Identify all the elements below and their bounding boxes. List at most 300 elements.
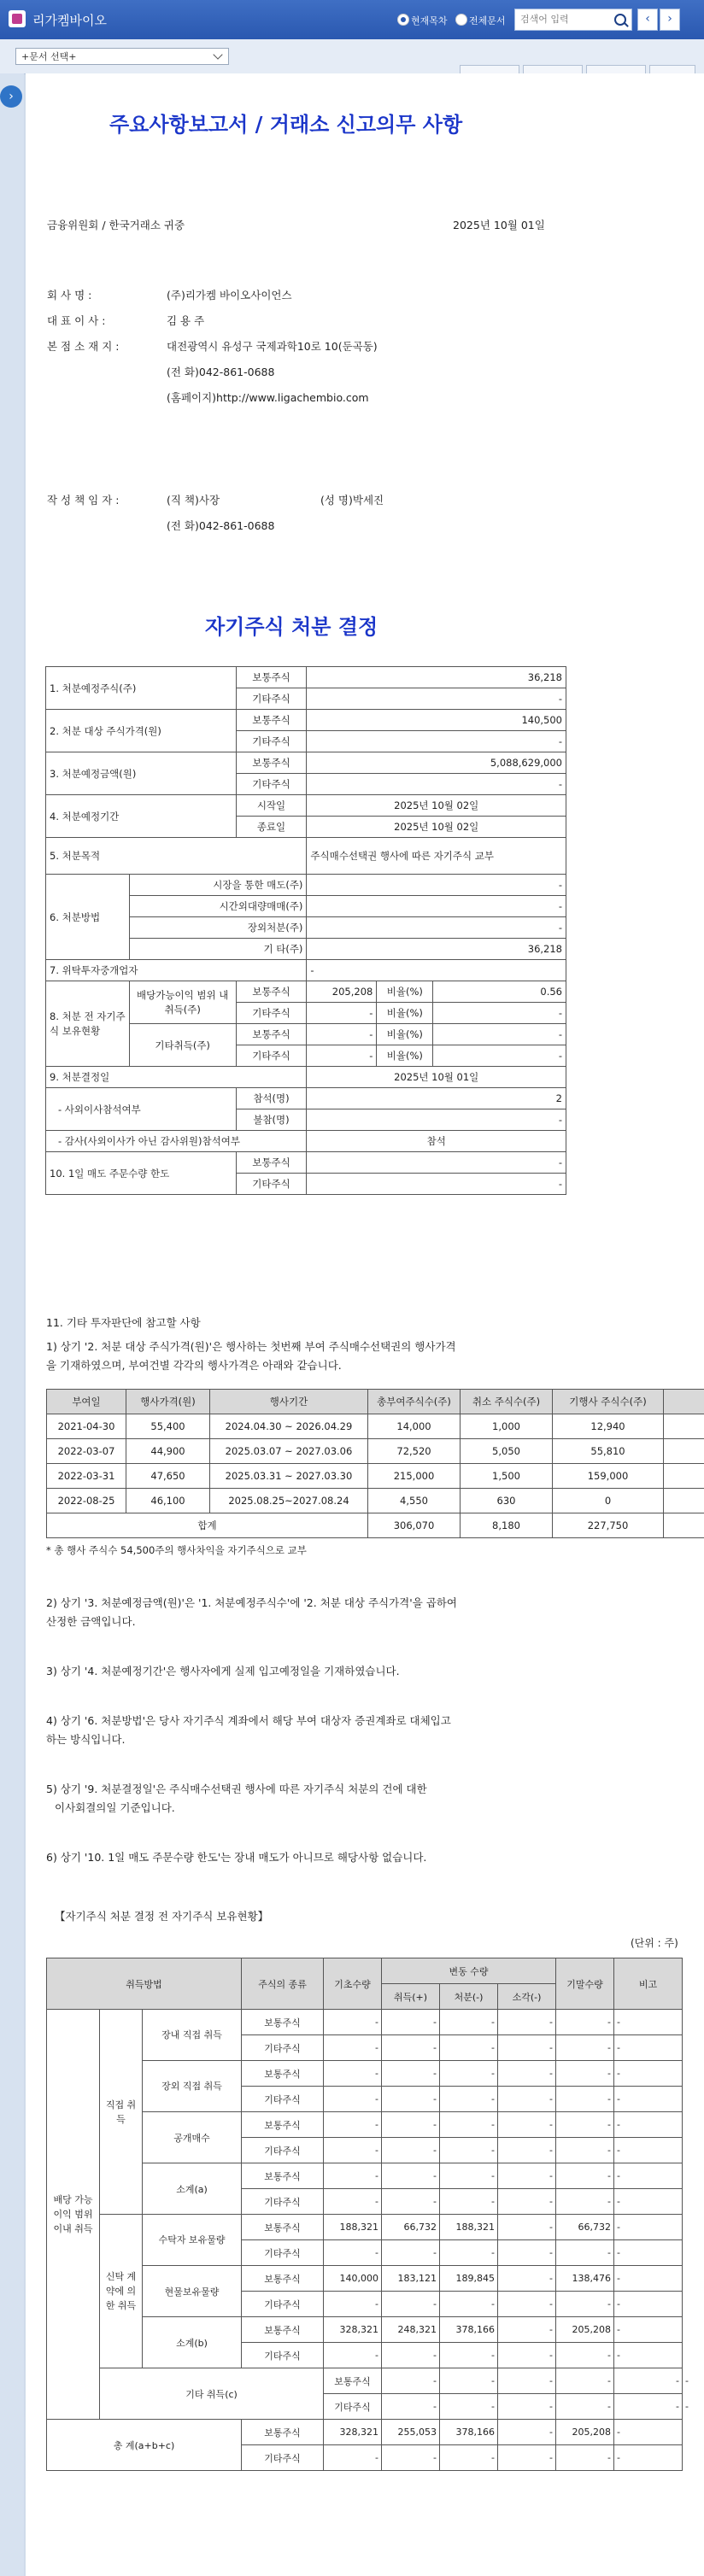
cell: 2022-03-31 bbox=[47, 1464, 126, 1489]
cell: - bbox=[382, 2087, 440, 2112]
document-select[interactable] bbox=[15, 48, 229, 65]
cell: 4,550 bbox=[368, 1489, 461, 1513]
row6-d-value: 36,218 bbox=[307, 939, 566, 960]
manager-phone: (전 화)042-861-0688 bbox=[167, 519, 275, 532]
cell: - bbox=[440, 2189, 498, 2215]
row6-c-label: 장외처분(주) bbox=[129, 917, 307, 939]
row3-label: 3. 처분예정금액(원) bbox=[46, 752, 237, 795]
table-row bbox=[47, 2215, 683, 2240]
search-icon[interactable] bbox=[614, 14, 626, 26]
company-value: (주)리가켐 바이오사이언스 bbox=[167, 289, 292, 302]
ratio-label: 비율(%) bbox=[377, 1024, 433, 1045]
cell-kind: 보통주식 bbox=[242, 2420, 324, 2445]
cell-kind: 기타주식 bbox=[242, 2035, 324, 2061]
document-select-value: +문서 선택+ bbox=[21, 51, 77, 62]
addressee: 금융위원회 / 한국거래소 귀중 bbox=[47, 219, 185, 231]
top-bar bbox=[0, 0, 704, 39]
row7-label: 7. 위탁투자중개업자 bbox=[46, 960, 307, 981]
cell: 55,810 bbox=[553, 1439, 664, 1464]
company-label: 회 사 명 : bbox=[47, 289, 92, 302]
end-value: 2025년 10월 02일 bbox=[307, 817, 566, 838]
row8-b-common: - bbox=[307, 1024, 377, 1045]
total-cancelled: 8,180 bbox=[461, 1513, 553, 1538]
row10-other: - bbox=[307, 1174, 566, 1195]
cell: 72,520 bbox=[368, 1439, 461, 1464]
cell: - bbox=[440, 2112, 498, 2138]
cell: 66,732 bbox=[382, 2215, 440, 2240]
holding-unit: (단위 : 주) bbox=[631, 1937, 678, 1949]
footnote: * 총 행사 주식수 54,500주의 행사차익을 자기주식으로 교부 bbox=[46, 1544, 307, 1556]
cell: - bbox=[382, 2138, 440, 2163]
cell: - bbox=[440, 2035, 498, 2061]
cell: - bbox=[440, 2087, 498, 2112]
cell: 2025.08.25~2027.08.24 bbox=[210, 1489, 368, 1513]
cell-kind: 기타주식 bbox=[242, 2292, 324, 2317]
cell: - bbox=[556, 2138, 614, 2163]
cell: - bbox=[614, 2010, 683, 2035]
cell bbox=[664, 1489, 704, 1513]
ceo-label: 대 표 이 사 : bbox=[47, 314, 106, 327]
cell bbox=[664, 1414, 704, 1439]
row6-label: 6. 처분방법 bbox=[46, 875, 130, 960]
cell: - bbox=[382, 2189, 440, 2215]
cell-kind: 기타주식 bbox=[236, 688, 307, 710]
cell: 183,121 bbox=[382, 2266, 440, 2292]
cell: - bbox=[614, 2266, 683, 2292]
row8-b-common-ratio: - bbox=[433, 1024, 566, 1045]
cell-kind: 기타주식 bbox=[236, 1174, 307, 1195]
table-header-row bbox=[47, 1958, 683, 1984]
method-total: 총 계(a+b+c) bbox=[47, 2420, 242, 2471]
row6-a-value: - bbox=[307, 875, 566, 896]
report-date: 2025년 10월 01일 bbox=[453, 219, 545, 231]
row8-a-label: 배당가능이익 범위 내 취득(주) bbox=[129, 981, 236, 1024]
cell-kind: 보통주식 bbox=[236, 667, 307, 688]
note4-line2: 하는 방식입니다. bbox=[46, 1733, 126, 1746]
cell: - bbox=[440, 2343, 498, 2368]
cell: 205,208 bbox=[556, 2420, 614, 2445]
cell-kind: 보통주식 bbox=[242, 2163, 324, 2189]
cell: - bbox=[556, 2368, 614, 2394]
row8-label: 8. 처분 전 자기주식 보유현황 bbox=[46, 981, 130, 1067]
note6: 6) 상기 '10. 1일 매도 주문수량 한도'는 장내 매도가 아니므로 해당사항 없습니다. bbox=[46, 1851, 427, 1864]
method-subtotal-a: 소계(a) bbox=[143, 2163, 242, 2215]
header-begin: 기초수량 bbox=[324, 1958, 382, 2010]
audit-label: - 감사(사외이사가 아닌 감사위원)참석여부 bbox=[46, 1131, 307, 1152]
table-row bbox=[46, 875, 566, 896]
cell: - bbox=[556, 2445, 614, 2471]
left-strip bbox=[0, 73, 24, 2576]
cell: - bbox=[324, 2087, 382, 2112]
table-row bbox=[47, 2163, 683, 2189]
cell: 378,166 bbox=[440, 2420, 498, 2445]
cell: - bbox=[324, 2163, 382, 2189]
ratio-label: 비율(%) bbox=[377, 981, 433, 1003]
cell: 2021-04-30 bbox=[47, 1414, 126, 1439]
cell: - bbox=[498, 2087, 556, 2112]
cell: 44,900 bbox=[126, 1439, 210, 1464]
cell: - bbox=[556, 2035, 614, 2061]
holding-title: 【자기주식 처분 결정 전 자기주식 보유현황】 bbox=[55, 1910, 269, 1923]
manager-name: (성 명)박세진 bbox=[320, 494, 384, 506]
row10-label: 10. 1일 매도 주문수량 한도 bbox=[46, 1152, 237, 1195]
cell-kind: 기타주식 bbox=[242, 2087, 324, 2112]
cell-kind: 보통주식 bbox=[242, 2061, 324, 2087]
cell: - bbox=[614, 2292, 683, 2317]
table-row bbox=[47, 1464, 704, 1489]
next-button[interactable]: › bbox=[660, 9, 680, 31]
table-row bbox=[46, 981, 566, 1003]
cell: - bbox=[556, 2163, 614, 2189]
cell-kind: 보통주식 bbox=[236, 710, 307, 731]
cell: - bbox=[382, 2112, 440, 2138]
note2-line1: 2) 상기 '3. 처분예정금액(원)'은 '1. 처분예정주식수'에 '2. 처분 대상 주식가격'을 곱하여 bbox=[46, 1596, 457, 1609]
note3: 3) 상기 '4. 처분예정기간'은 행사자에게 실제 입고예정일을 기재하였습니다. bbox=[46, 1665, 400, 1677]
table-row bbox=[47, 2010, 683, 2035]
cell: 47,650 bbox=[126, 1464, 210, 1489]
header-exercise-period: 행사기간 bbox=[210, 1390, 368, 1414]
header-cancelled: 취소 주식수(주) bbox=[461, 1390, 553, 1414]
report-title: 주요사항보고서 / 거래소 신고의무 사항 bbox=[109, 112, 463, 137]
header-method: 취득방법 bbox=[47, 1958, 242, 2010]
total-label: 합계 bbox=[47, 1513, 368, 1538]
cell-kind: 보통주식 bbox=[236, 1024, 307, 1045]
cell: - bbox=[382, 2292, 440, 2317]
app-logo-icon bbox=[9, 10, 26, 27]
cell-kind: 보통주식 bbox=[324, 2368, 382, 2394]
absent-label: 불참(명) bbox=[236, 1109, 307, 1131]
table-row bbox=[47, 2317, 683, 2343]
header-exercise-price: 행사가격(원) bbox=[126, 1390, 210, 1414]
search-input[interactable] bbox=[515, 10, 611, 29]
table-header-row bbox=[47, 1390, 704, 1414]
group-direct: 직접 취득 bbox=[100, 2010, 143, 2215]
holding-table bbox=[46, 1958, 689, 2471]
address-value: 대전광역시 유성구 국제과학10로 10(둔곡동) bbox=[167, 340, 378, 353]
cell: - bbox=[440, 2240, 498, 2266]
cell-kind: 기타주식 bbox=[242, 2240, 324, 2266]
cell: - bbox=[324, 2035, 382, 2061]
cell: - bbox=[440, 2010, 498, 2035]
group-trust: 신탁 계약에 의한 취득 bbox=[100, 2215, 143, 2368]
note1-line2: 을 기재하였으며, 부여건별 각각의 행사가격은 아래와 같습니다. bbox=[46, 1359, 342, 1372]
row8-b-other: - bbox=[307, 1045, 377, 1067]
radio-all-label: 전체문서 bbox=[469, 15, 506, 26]
cell: - bbox=[498, 2420, 556, 2445]
cell: 138,476 bbox=[556, 2266, 614, 2292]
ratio-label: 비율(%) bbox=[377, 1045, 433, 1067]
cell: - bbox=[556, 2189, 614, 2215]
cell: - bbox=[324, 2010, 382, 2035]
cell: - bbox=[614, 2394, 683, 2420]
chevron-down-icon bbox=[213, 50, 222, 59]
method-subtotal-b: 소계(b) bbox=[143, 2317, 242, 2368]
cell: - bbox=[440, 2368, 498, 2394]
cell-kind: 기타주식 bbox=[236, 774, 307, 795]
cell: 378,166 bbox=[440, 2317, 498, 2343]
row6-b-label: 시간외대량매매(주) bbox=[129, 896, 307, 917]
cell: 205,208 bbox=[556, 2317, 614, 2343]
row2-other: - bbox=[307, 731, 566, 752]
row10-common: - bbox=[307, 1152, 566, 1174]
cell: - bbox=[382, 2035, 440, 2061]
cell: - bbox=[382, 2394, 440, 2420]
cell: - bbox=[556, 2087, 614, 2112]
document-bar bbox=[0, 39, 704, 74]
disposal-table bbox=[45, 666, 566, 1195]
header-total-granted: 총부여주식수(주) bbox=[368, 1390, 461, 1414]
notes-heading: 11. 기타 투자판단에 참고할 사항 bbox=[46, 1316, 201, 1329]
row5-label: 5. 처분목적 bbox=[46, 838, 307, 875]
table-row bbox=[46, 1067, 566, 1088]
cell: 328,321 bbox=[324, 2420, 382, 2445]
cell: 46,100 bbox=[126, 1489, 210, 1513]
cell: - bbox=[614, 2317, 683, 2343]
cell: 66,732 bbox=[556, 2215, 614, 2240]
cell: - bbox=[614, 2420, 683, 2445]
cell: - bbox=[556, 2240, 614, 2266]
cell: - bbox=[498, 2035, 556, 2061]
header-kind: 주식의 종류 bbox=[242, 1958, 324, 2010]
table-row bbox=[46, 1088, 566, 1109]
row6-d-label: 기 타(주) bbox=[129, 939, 307, 960]
table-row bbox=[47, 2112, 683, 2138]
cell: - bbox=[324, 2292, 382, 2317]
cell: - bbox=[614, 2087, 683, 2112]
cell-kind: 보통주식 bbox=[242, 2010, 324, 2035]
group-dividend: 배당 가능 이익 범위 이내 취득 bbox=[47, 2010, 100, 2420]
table-row bbox=[46, 960, 566, 981]
method-other: 기타 취득(c) bbox=[100, 2368, 324, 2420]
row8-b-label: 기타취득(주) bbox=[129, 1024, 236, 1067]
row4-label: 4. 처분예정기간 bbox=[46, 795, 237, 838]
ceo-value: 김 용 주 bbox=[167, 314, 205, 327]
cell-kind: 기타주식 bbox=[324, 2394, 382, 2420]
cell: 140,000 bbox=[324, 2266, 382, 2292]
cell: - bbox=[382, 2010, 440, 2035]
header-change: 변동 수량 bbox=[382, 1958, 556, 1984]
radio-all-docs[interactable] bbox=[455, 14, 467, 26]
cell: - bbox=[614, 2445, 683, 2471]
cell: 55,400 bbox=[126, 1414, 210, 1439]
cell: - bbox=[614, 2240, 683, 2266]
document-body bbox=[26, 73, 704, 2576]
table-row bbox=[46, 1131, 566, 1152]
cell: - bbox=[614, 2368, 683, 2394]
cell: 2024.04.30 ~ 2026.04.29 bbox=[210, 1414, 368, 1439]
cell: - bbox=[498, 2368, 556, 2394]
cell: - bbox=[498, 2343, 556, 2368]
cell: 1,000 bbox=[461, 1414, 553, 1439]
row8-b-other-ratio: - bbox=[433, 1045, 566, 1067]
start-value: 2025년 10월 02일 bbox=[307, 795, 566, 817]
cell: 328,321 bbox=[324, 2317, 382, 2343]
company-name: 리가켐바이오 bbox=[32, 13, 107, 28]
cell: - bbox=[498, 2061, 556, 2087]
cell: - bbox=[324, 2445, 382, 2471]
cell bbox=[664, 1464, 704, 1489]
cell-kind: 기타주식 bbox=[236, 731, 307, 752]
cell: - bbox=[614, 2163, 683, 2189]
cell: 2022-03-07 bbox=[47, 1439, 126, 1464]
cell: - bbox=[556, 2061, 614, 2087]
cell: 5,050 bbox=[461, 1439, 553, 1464]
cell: - bbox=[440, 2163, 498, 2189]
table-row: 기타주식 - - - - - - bbox=[47, 2394, 683, 2420]
row1-common: 36,218 bbox=[307, 667, 566, 688]
cell: 14,000 bbox=[368, 1414, 461, 1439]
cell: - bbox=[498, 2138, 556, 2163]
cell-kind: 기타주식 bbox=[236, 1003, 307, 1024]
cell: - bbox=[382, 2240, 440, 2266]
cell: - bbox=[556, 2292, 614, 2317]
attend-value: 2 bbox=[307, 1088, 566, 1109]
row9-value: 2025년 10월 01일 bbox=[307, 1067, 566, 1088]
cell-kind: 보통주식 bbox=[242, 2266, 324, 2292]
manager-title: (직 책)사장 bbox=[167, 494, 220, 506]
ratio-label: 비율(%) bbox=[377, 1003, 433, 1024]
table-row bbox=[46, 795, 566, 817]
note1-line1: 1) 상기 '2. 처분 대상 주식가격(원)'은 행사하는 첫번째 부여 주식매수선택권의 행사가격 bbox=[46, 1340, 456, 1353]
header-end: 기말수량 bbox=[556, 1958, 614, 2010]
sidebar-toggle-button[interactable]: › bbox=[0, 85, 22, 108]
cell: - bbox=[498, 2292, 556, 2317]
cell-kind: 보통주식 bbox=[236, 981, 307, 1003]
note5-line2: 이사회결의일 기준입니다. bbox=[55, 1801, 175, 1814]
cell: - bbox=[498, 2445, 556, 2471]
row1-other: - bbox=[307, 688, 566, 710]
cell: - bbox=[614, 2112, 683, 2138]
cell: - bbox=[440, 2445, 498, 2471]
cell: - bbox=[498, 2010, 556, 2035]
cell: - bbox=[324, 2240, 382, 2266]
table-row: 기타 취득(c) 보통주식 - - - - - - bbox=[47, 2368, 683, 2394]
search-box bbox=[514, 9, 632, 31]
note4-line1: 4) 상기 '6. 처분방법'은 당사 자기주식 계좌에서 해당 부여 대상자 증권계좌로 대체입고 bbox=[46, 1714, 451, 1727]
row1-label: 1. 처분예정주식(주) bbox=[46, 667, 237, 710]
cell-kind: 보통주식 bbox=[242, 2215, 324, 2240]
table-total-row bbox=[47, 1513, 704, 1538]
cell-kind: 기타주식 bbox=[236, 1045, 307, 1067]
row6-a-label: 시장을 통한 매도(주) bbox=[129, 875, 307, 896]
row5-value: 주식매수선택권 행사에 따른 자기주식 교부 bbox=[307, 838, 566, 875]
table-row bbox=[47, 2061, 683, 2087]
radio-current-section[interactable] bbox=[397, 14, 409, 26]
table-row bbox=[47, 1414, 704, 1439]
audit-value: 참석 bbox=[307, 1131, 566, 1152]
cell: - bbox=[498, 2317, 556, 2343]
cell: 188,321 bbox=[440, 2215, 498, 2240]
header-acquire: 취득(+) bbox=[382, 1984, 440, 2010]
cell: 12,940 bbox=[553, 1414, 664, 1439]
cell: - bbox=[614, 2215, 683, 2240]
address-label: 본 점 소 재 지 : bbox=[47, 340, 120, 353]
cell: - bbox=[324, 2138, 382, 2163]
cell: - bbox=[498, 2394, 556, 2420]
cell-kind: 기타주식 bbox=[242, 2343, 324, 2368]
cell bbox=[664, 1439, 704, 1464]
cell-kind: 기타주식 bbox=[242, 2189, 324, 2215]
cell-kind: 보통주식 bbox=[236, 1152, 307, 1174]
total-exercised: 227,750 bbox=[553, 1513, 664, 1538]
cell-kind: 기타주식 bbox=[242, 2445, 324, 2471]
row6-b-value: - bbox=[307, 896, 566, 917]
row8-a-common-ratio: 0.56 bbox=[433, 981, 566, 1003]
cell: - bbox=[498, 2215, 556, 2240]
cell-kind: 보통주식 bbox=[242, 2112, 324, 2138]
row2-label: 2. 처분 대상 주식가격(원) bbox=[46, 710, 237, 752]
cell: 630 bbox=[461, 1489, 553, 1513]
cell: - bbox=[382, 2163, 440, 2189]
table-row bbox=[47, 2266, 683, 2292]
header-grant-date: 부여일 bbox=[47, 1390, 126, 1414]
cell: - bbox=[556, 2343, 614, 2368]
cell: - bbox=[440, 2394, 498, 2420]
row2-common: 140,500 bbox=[307, 710, 566, 731]
cell-kind: 기타주식 bbox=[242, 2138, 324, 2163]
cell: - bbox=[382, 2368, 440, 2394]
cell: - bbox=[440, 2138, 498, 2163]
row3-other: - bbox=[307, 774, 566, 795]
cell: 188,321 bbox=[324, 2215, 382, 2240]
table-row bbox=[46, 710, 566, 731]
method-trustee: 수탁자 보유물량 bbox=[143, 2215, 242, 2266]
radio-current-label: 현재목차 bbox=[411, 15, 448, 26]
row8-a-other: - bbox=[307, 1003, 377, 1024]
header-exercised: 기행사 주식수(주) bbox=[553, 1390, 664, 1414]
table-row bbox=[47, 1439, 704, 1464]
method-spot: 현물보유물량 bbox=[143, 2266, 242, 2317]
row6-c-value: - bbox=[307, 917, 566, 939]
row8-a-other-ratio: - bbox=[433, 1003, 566, 1024]
cell: 215,000 bbox=[368, 1464, 461, 1489]
cell: - bbox=[498, 2163, 556, 2189]
cell: 1,500 bbox=[461, 1464, 553, 1489]
cell: 255,053 bbox=[382, 2420, 440, 2445]
phone-value: (전 화)042-861-0688 bbox=[167, 366, 275, 378]
row7-value: - bbox=[307, 960, 566, 981]
cell: - bbox=[498, 2266, 556, 2292]
cell: - bbox=[614, 2189, 683, 2215]
cell: - bbox=[382, 2445, 440, 2471]
header-cancel: 소각(-) bbox=[498, 1984, 556, 2010]
header-note: 비고 bbox=[614, 1958, 683, 2010]
attend-label: 참석(명) bbox=[236, 1088, 307, 1109]
method-in-market: 장내 직접 취득 bbox=[143, 2010, 242, 2061]
section-title: 자기주식 처분 결정 bbox=[205, 614, 378, 639]
row9-label: 9. 처분결정일 bbox=[46, 1067, 307, 1088]
cell: 2022-08-25 bbox=[47, 1489, 126, 1513]
note2-line2: 산정한 금액입니다. bbox=[46, 1615, 136, 1628]
cell: - bbox=[498, 2189, 556, 2215]
cell: - bbox=[324, 2061, 382, 2087]
cell: 0 bbox=[553, 1489, 664, 1513]
prev-button[interactable]: ‹ bbox=[637, 9, 658, 31]
table-row bbox=[46, 1152, 566, 1174]
row8-a-common: 205,208 bbox=[307, 981, 377, 1003]
cell bbox=[664, 1513, 704, 1538]
cell-kind: 보통주식 bbox=[236, 752, 307, 774]
cell: 2025.03.31 ~ 2027.03.30 bbox=[210, 1464, 368, 1489]
cell: - bbox=[440, 2292, 498, 2317]
cell: - bbox=[498, 2240, 556, 2266]
outside-director-label: - 사외이사참석여부 bbox=[46, 1088, 237, 1131]
cell: 189,845 bbox=[440, 2266, 498, 2292]
table-row bbox=[46, 752, 566, 774]
header-dispose: 처분(-) bbox=[440, 1984, 498, 2010]
grant-table bbox=[46, 1389, 704, 1538]
cell: - bbox=[614, 2061, 683, 2087]
